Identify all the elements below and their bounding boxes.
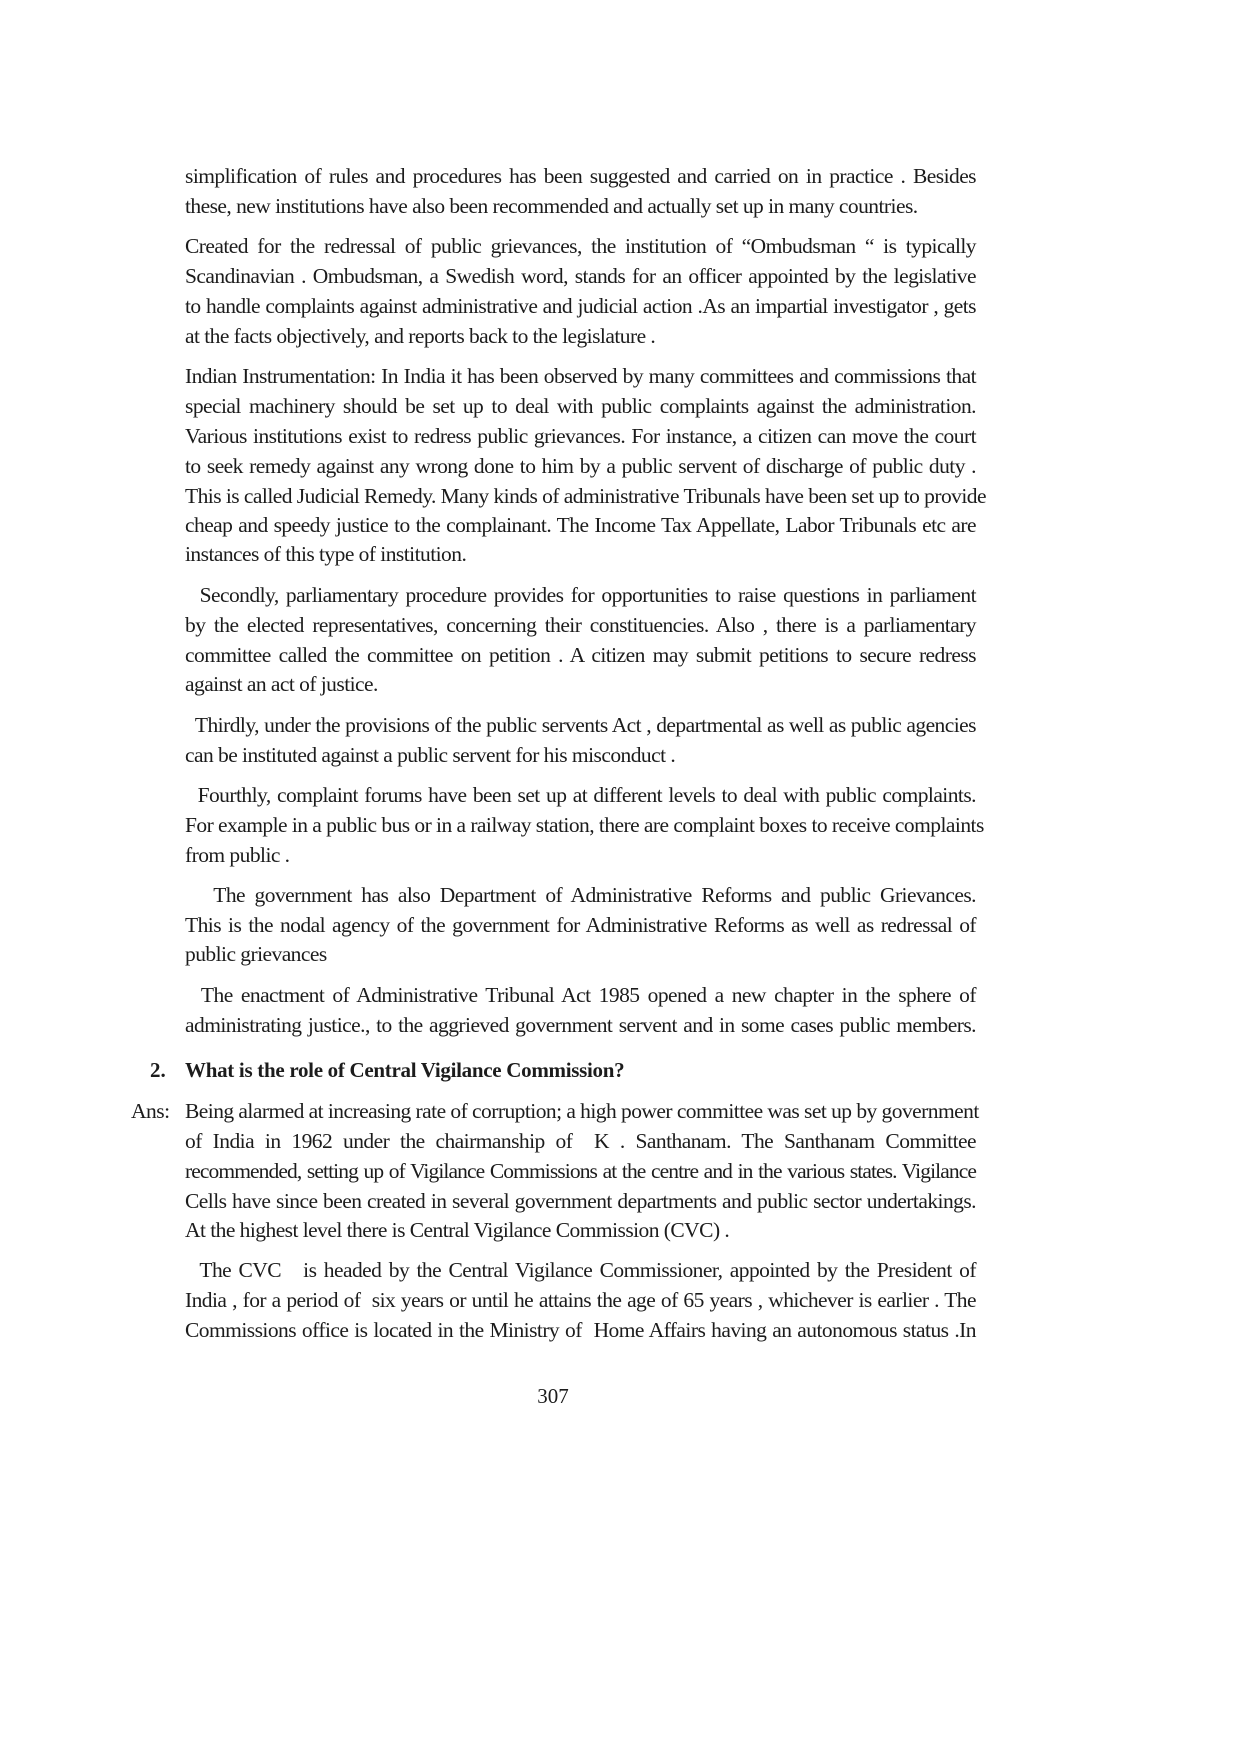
- question-number: 2.: [150, 1058, 166, 1082]
- text-line: at the facts objectively, and reports back to the legislature .: [185, 324, 656, 348]
- text-line: Thirdly, under the provisions of the public servents Act , departmental as well as public agencies: [185, 713, 976, 737]
- text-line: against an act of justice.: [185, 672, 378, 696]
- answer-label: Ans:: [131, 1099, 170, 1123]
- text-line: Commissions office is located in the Ministry of Home Affairs having an autonomous status .In: [185, 1318, 976, 1342]
- text-line: At the highest level there is Central Vigilance Commission (CVC) .: [185, 1218, 730, 1242]
- text-line: committee called the committee on petition . A citizen may submit petitions to secure redress: [185, 643, 976, 667]
- text-line: administrating justice., to the aggrieved government servent and in some cases public members.: [185, 1013, 976, 1037]
- text-line: The CVC is headed by the Central Vigilance Commissioner, appointed by the President of: [185, 1258, 976, 1282]
- text-line: special machinery should be set up to deal with public complaints against the administration.: [185, 394, 976, 418]
- text-line: Various institutions exist to redress public grievances. For instance, a citizen can move the court: [185, 424, 976, 448]
- text-line: Created for the redressal of public grievances, the institution of “Ombudsman “ is typically: [185, 234, 976, 258]
- text-line: can be instituted against a public servent for his misconduct .: [185, 743, 676, 767]
- text-line: from public .: [185, 843, 290, 867]
- text-line: India , for a period of six years or until he attains the age of 65 years , whichever is earlier . The: [185, 1288, 976, 1312]
- text-line: by the elected representatives, concerning their constituencies. Also , there is a parliamentary: [185, 613, 976, 637]
- text-line: The enactment of Administrative Tribunal Act 1985 opened a new chapter in the sphere of: [185, 983, 976, 1007]
- text-line: recommended, setting up of Vigilance Commissions at the centre and in the various states. Vigilance: [185, 1159, 976, 1183]
- text-line: to handle complaints against administrative and judicial action .As an impartial investigator , gets: [185, 294, 976, 318]
- text-line: Being alarmed at increasing rate of corruption; a high power committee was set up by government: [185, 1099, 979, 1123]
- text-line: these, new institutions have also been recommended and actually set up in many countries.: [185, 194, 918, 218]
- text-line: The government has also Department of Administrative Reforms and public Grievances.: [185, 883, 976, 907]
- text-line: This is the nodal agency of the government for Administrative Reforms as well as redressal of: [185, 913, 976, 937]
- text-line: This is called Judicial Remedy. Many kinds of administrative Tribunals have been set up to provide: [185, 484, 986, 508]
- text-line: simplification of rules and procedures has been suggested and carried on in practice . Besides: [185, 164, 976, 188]
- text-line: For example in a public bus or in a railway station, there are complaint boxes to receive complaints: [185, 813, 984, 837]
- text-line: Cells have since been created in several government departments and public sector undertakings.: [185, 1189, 976, 1213]
- text-line: Scandinavian . Ombudsman, a Swedish word, stands for an officer appointed by the legislative: [185, 264, 976, 288]
- text-line: of India in 1962 under the chairmanship of K . Santhanam. The Santhanam Committee: [185, 1129, 976, 1153]
- text-line: to seek remedy against any wrong done to him by a public servent of discharge of public duty .: [185, 454, 976, 478]
- text-line: cheap and speedy justice to the complainant. The Income Tax Appellate, Labor Tribunals etc are: [185, 513, 976, 537]
- text-line: instances of this type of institution.: [185, 542, 467, 566]
- question-heading: What is the role of Central Vigilance Commission?: [185, 1058, 625, 1082]
- text-line: Indian Instrumentation: In India it has been observed by many committees and commissions that: [185, 364, 976, 388]
- text-line: Fourthly, complaint forums have been set up at different levels to deal with public complaints.: [185, 783, 976, 807]
- text-line: Secondly, parliamentary procedure provides for opportunities to raise questions in parliament: [185, 583, 976, 607]
- text-line: public grievances: [185, 942, 327, 966]
- page-number: 307: [537, 1384, 569, 1408]
